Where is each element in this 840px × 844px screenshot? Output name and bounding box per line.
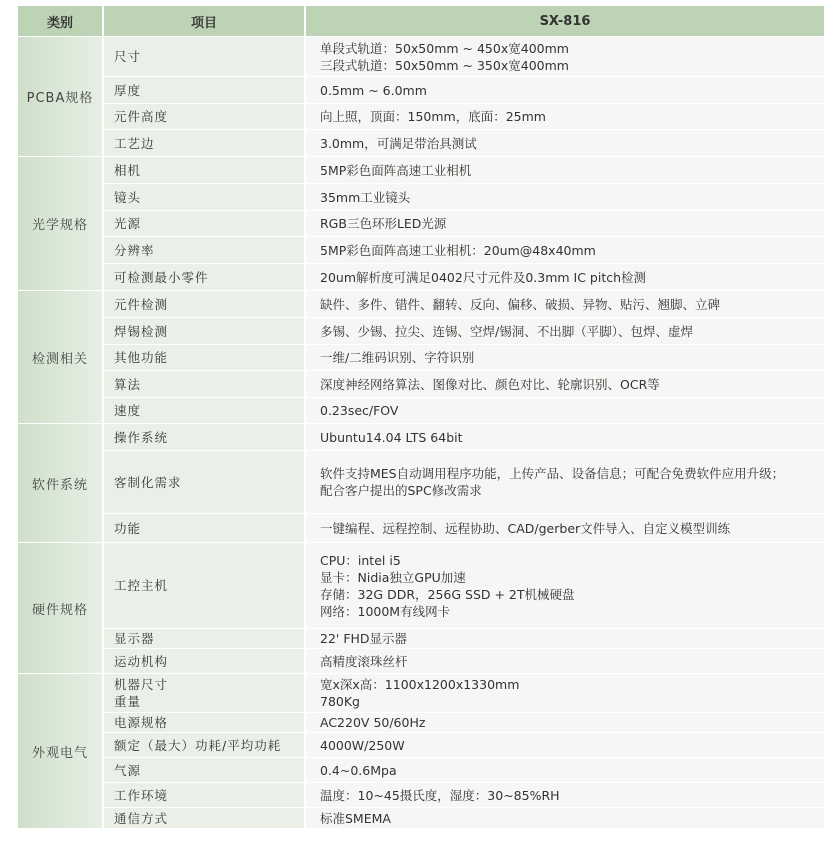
item-label: 机器尺寸 重量 bbox=[104, 674, 306, 713]
header-item: 项目 bbox=[104, 6, 306, 37]
item-value bbox=[306, 77, 824, 104]
category-cell: 检测相关 bbox=[18, 291, 104, 424]
value-line: 显卡：Nidia独立GPU加速 bbox=[320, 569, 466, 585]
table-row bbox=[18, 398, 824, 424]
header-model: SX-816 bbox=[306, 6, 824, 37]
table-row bbox=[18, 77, 824, 104]
table-row bbox=[18, 543, 824, 629]
table-row bbox=[18, 130, 824, 157]
item-value bbox=[306, 318, 824, 345]
item-value bbox=[306, 424, 824, 451]
item-value bbox=[306, 264, 824, 291]
item-value bbox=[306, 398, 824, 424]
table-row bbox=[18, 674, 824, 713]
table-row bbox=[18, 291, 824, 318]
item-value bbox=[306, 808, 824, 829]
table-row bbox=[18, 37, 824, 77]
value-line: 缺件、多件、错件、翻转、反向、偏移、破损、异物、贴污、翘脚、立碑 bbox=[320, 296, 721, 312]
value-line: 5MP彩色面阵高速工业相机：20um@48x40mm bbox=[320, 242, 596, 258]
item-value bbox=[306, 733, 824, 758]
value-line: 网络：1000M有线网卡 bbox=[320, 603, 451, 619]
item-value bbox=[306, 543, 824, 629]
item-value bbox=[306, 451, 824, 514]
item-value bbox=[306, 104, 824, 130]
value-line: Ubuntu14.04 LTS 64bit bbox=[320, 429, 463, 445]
table-row bbox=[18, 264, 824, 291]
value-line: RGB三色环形LED光源 bbox=[320, 216, 447, 231]
category-cell: 光学规格 bbox=[18, 157, 104, 291]
value-line: 780Kg bbox=[320, 694, 360, 709]
table-row bbox=[18, 629, 824, 649]
value-line: 单段式轨道：50x50mm ~ 450x宽400mm bbox=[320, 40, 569, 56]
value-line: 20um解析度可满足0402尺寸元件及0.3mm IC pitch检测 bbox=[320, 269, 647, 285]
value-line: 软件支持MES自动调用程序功能，上传产品、设备信息；可配合免费软件应用升级； bbox=[320, 466, 785, 481]
item-label: 厚度 bbox=[104, 77, 306, 104]
item-value bbox=[306, 758, 824, 783]
table-row bbox=[18, 371, 824, 398]
item-label: 焊锡检测 bbox=[104, 318, 306, 345]
table-row bbox=[18, 758, 824, 783]
item-label: 客制化需求 bbox=[104, 451, 306, 514]
item-label: 算法 bbox=[104, 371, 306, 398]
item-label: 光源 bbox=[104, 211, 306, 237]
table-row bbox=[18, 211, 824, 237]
item-value bbox=[306, 674, 824, 713]
value-line: 3.0mm，可满足带治具测试 bbox=[320, 135, 477, 151]
item-value bbox=[306, 37, 824, 77]
table-row bbox=[18, 733, 824, 758]
table-row bbox=[18, 808, 824, 829]
item-value bbox=[306, 371, 824, 398]
item-label: 可检测最小零件 bbox=[104, 264, 306, 291]
item-value bbox=[306, 713, 824, 733]
spec-body bbox=[18, 37, 824, 829]
table-row bbox=[18, 514, 824, 543]
item-label: 工艺边 bbox=[104, 130, 306, 157]
value-line: 深度神经网络算法、图像对比、颜色对比、轮廓识别、OCR等 bbox=[320, 376, 660, 392]
value-line: 5MP彩色面阵高速工业相机 bbox=[320, 162, 472, 178]
item-label: 运动机构 bbox=[104, 649, 306, 674]
item-value bbox=[306, 211, 824, 237]
item-label: 气源 bbox=[104, 758, 306, 783]
value-line: 22' FHD显示器 bbox=[320, 631, 408, 646]
item-label: 镜头 bbox=[104, 184, 306, 211]
item-value bbox=[306, 130, 824, 157]
item-value bbox=[306, 184, 824, 211]
value-line: 配合客户提出的SPC修改需求 bbox=[320, 483, 482, 498]
item-value bbox=[306, 157, 824, 184]
value-line: 温度：10~45摄氏度，湿度：30~85%RH bbox=[320, 787, 560, 803]
spec-table bbox=[18, 6, 824, 829]
item-value bbox=[306, 291, 824, 318]
table-row bbox=[18, 318, 824, 345]
value-line: 0.23sec/FOV bbox=[320, 403, 399, 418]
item-label: 元件高度 bbox=[104, 104, 306, 130]
value-line: 35mm工业镜头 bbox=[320, 189, 411, 205]
item-label: 尺寸 bbox=[104, 37, 306, 77]
value-line: 一维/二维码识别、字符识别 bbox=[320, 350, 475, 365]
item-value bbox=[306, 783, 824, 808]
header-category: 类别 bbox=[18, 6, 104, 37]
table-row bbox=[18, 237, 824, 264]
item-value bbox=[306, 514, 824, 543]
item-label: 额定（最大）功耗/平均功耗 bbox=[104, 733, 306, 758]
item-label: 电源规格 bbox=[104, 713, 306, 733]
value-line: 高精度滚珠丝杆 bbox=[320, 653, 408, 669]
item-label: 通信方式 bbox=[104, 808, 306, 829]
category-cell: 软件系统 bbox=[18, 424, 104, 543]
value-line: 4000W/250W bbox=[320, 737, 405, 753]
value-line: 宽x深x高：1100x1200x1330mm bbox=[320, 677, 520, 692]
item-label: 显示器 bbox=[104, 629, 306, 649]
table-row bbox=[18, 157, 824, 184]
item-label: 功能 bbox=[104, 514, 306, 543]
value-line: 三段式轨道：50x50mm ~ 350x宽400mm bbox=[320, 57, 569, 73]
value-line: 0.4~0.6Mpa bbox=[320, 762, 397, 778]
item-label: 分辨率 bbox=[104, 237, 306, 264]
item-value bbox=[306, 345, 824, 371]
item-label: 元件检测 bbox=[104, 291, 306, 318]
value-line: 0.5mm ~ 6.0mm bbox=[320, 82, 427, 98]
table-row bbox=[18, 783, 824, 808]
table-row bbox=[18, 649, 824, 674]
value-line: 存储：32G DDR，256G SSD + 2T机械硬盘 bbox=[320, 586, 575, 602]
table-row bbox=[18, 104, 824, 130]
header-row bbox=[18, 6, 824, 37]
table-row bbox=[18, 345, 824, 371]
item-label: 速度 bbox=[104, 398, 306, 424]
table-row bbox=[18, 184, 824, 211]
item-label: 相机 bbox=[104, 157, 306, 184]
item-value bbox=[306, 629, 824, 649]
category-cell: 外观电气 bbox=[18, 674, 104, 829]
category-cell: PCBA规格 bbox=[18, 37, 104, 157]
value-line: AC220V 50/60Hz bbox=[320, 715, 426, 730]
table-row bbox=[18, 451, 824, 514]
item-value bbox=[306, 237, 824, 264]
value-line: 标准SMEMA bbox=[320, 810, 391, 826]
item-label: 工控主机 bbox=[104, 543, 306, 629]
value-line: CPU：intel i5 bbox=[320, 552, 401, 568]
category-cell: 硬件规格 bbox=[18, 543, 104, 674]
item-value bbox=[306, 649, 824, 674]
item-label: 其他功能 bbox=[104, 345, 306, 371]
value-line: 一键编程、远程控制、远程协助、CAD/gerber文件导入、自定义模型训练 bbox=[320, 520, 731, 536]
item-label: 工作环境 bbox=[104, 783, 306, 808]
value-line: 多锡、少锡、拉尖、连锡、空焊/锡洞、不出脚（平脚）、包焊、虚焊 bbox=[320, 323, 693, 339]
value-line: 向上照，顶面：150mm，底面：25mm bbox=[320, 109, 546, 124]
table-row bbox=[18, 713, 824, 733]
item-label: 操作系统 bbox=[104, 424, 306, 451]
table-row bbox=[18, 424, 824, 451]
